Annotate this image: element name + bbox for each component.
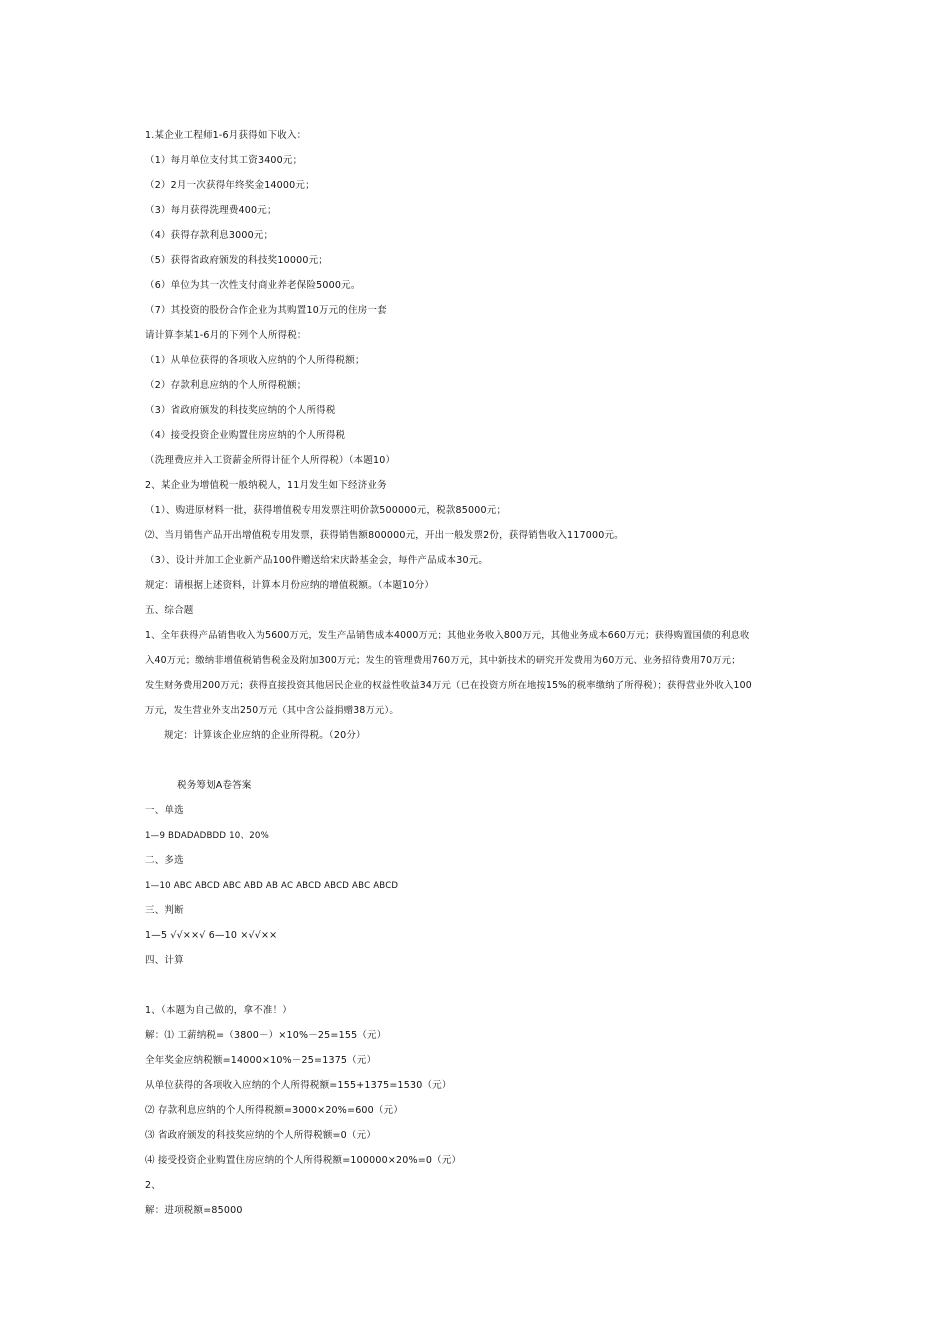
section5-paragraph-line: 入40万元；缴纳非增值税销售税金及附加300万元；发生的管理费用760万元，其中新技术的研究开发费用为60万元、业务招待费用70万元；: [145, 655, 741, 666]
single-choice-answers: 1—9 BDADADBDD 10、20%: [145, 831, 269, 841]
q1-item: （6）单位为其一次性支付商业养老保险5000元。: [145, 280, 361, 291]
q1-ask: （3）省政府颁发的科技奖应纳的个人所得税: [145, 405, 336, 416]
section5-heading: 五、综合题: [145, 605, 194, 616]
answers-title: 税务筹划A卷答案: [177, 780, 252, 791]
q1-item: （1）每月单位支付其工资3400元；: [145, 155, 303, 166]
q1-ask: （2）存款利息应纳的个人所得税额；: [145, 380, 307, 391]
calc1-line: ⑵ 存款利息应纳的个人所得税额=3000×20%=600（元）: [145, 1105, 404, 1116]
section5-requirement: 规定：计算该企业应纳的企业所得税。（20分）: [164, 730, 366, 741]
q1-item: （7）其投资的股份合作企业为其购置10万元的住房一套: [145, 305, 387, 316]
calc1-line: ⑶ 省政府颁发的科技奖应纳的个人所得税额=0（元）: [145, 1130, 377, 1141]
q2-item: （1）、购进原材料一批，获得增值税专用发票注明价款500000元，税款85000元；: [145, 505, 507, 516]
q1-title: 1.某企业工程师1-6月获得如下收入：: [145, 130, 307, 141]
q1-note: （洗理费应并入工资薪金所得计征个人所得税）（本题10）: [145, 455, 396, 466]
q1-ask: （4）接受投资企业购置住房应纳的个人所得税: [145, 430, 346, 441]
q2-requirement: 规定：请根据上述资料，计算本月份应纳的增值税额。（本题10分）: [145, 580, 435, 591]
calc1-line: 1、（本题为自己做的，拿不准！）: [145, 1005, 292, 1016]
q1-item: （5）获得省政府颁发的科技奖10000元；: [145, 255, 328, 266]
calc1-line: 解：⑴ 工薪纳税=（3800－）×10%－25=155（元）: [145, 1030, 387, 1041]
calc-heading: 四、计算: [145, 955, 184, 966]
q1-item: （3）每月获得洗理费400元；: [145, 205, 277, 216]
multi-choice-answers: 1—10 ABC ABCD ABC ABD AB AC ABCD ABCD ABC ABCD: [145, 881, 399, 891]
judge-heading: 三、判断: [145, 905, 184, 916]
q2-item: （3）、设计并加工企业新产品100件赠送给宋庆龄基金会，每件产品成本30元。: [145, 555, 489, 566]
judge-answers: 1—5 √√××√ 6—10 ×√√××: [145, 930, 278, 941]
q1-prompt: 请计算李某1-6月的下列个人所得税：: [145, 330, 307, 341]
section5-paragraph-line: 发生财务费用200万元；获得直接投资其他居民企业的权益性收益34万元（已在投资方所在地按15%的税率缴纳了所得税）；获得营业外收入100: [145, 680, 752, 691]
q1-item: （2）2月一次获得年终奖金14000元；: [145, 180, 315, 191]
section5-paragraph-line: 万元，发生营业外支出250万元（其中含公益捐赠38万元）。: [145, 705, 399, 716]
calc1-line: 全年奖金应纳税额=14000×10%－25=1375（元）: [145, 1055, 377, 1066]
calc2-line: 解：进项税额=85000: [145, 1205, 243, 1216]
section5-paragraph-line: 1、全年获得产品销售收入为5600万元，发生产品销售成本4000万元；其他业务收入800万元，其他业务成本660万元；获得购置国债的利息收: [145, 630, 750, 641]
calc1-line: ⑷ 接受投资企业购置住房应纳的个人所得税额=100000×20%=0（元）: [145, 1155, 462, 1166]
single-choice-heading: 一、单选: [145, 805, 184, 816]
q1-item: （4）获得存款利息3000元；: [145, 230, 274, 241]
q1-ask: （1）从单位获得的各项收入应纳的个人所得税额；: [145, 355, 365, 366]
multi-choice-heading: 二、多选: [145, 855, 184, 866]
q2-title: 2、某企业为增值税一般纳税人，11月发生如下经济业务: [145, 480, 387, 491]
q2-item: ⑵、当月销售产品开出增值税专用发票，获得销售额800000元，开出一般发票2份，获得销售收入117000元。: [145, 530, 624, 541]
calc1-line: 从单位获得的各项收入应纳的个人所得税额=155+1375=1530（元）: [145, 1080, 452, 1091]
calc2-label: 2、: [145, 1180, 161, 1191]
